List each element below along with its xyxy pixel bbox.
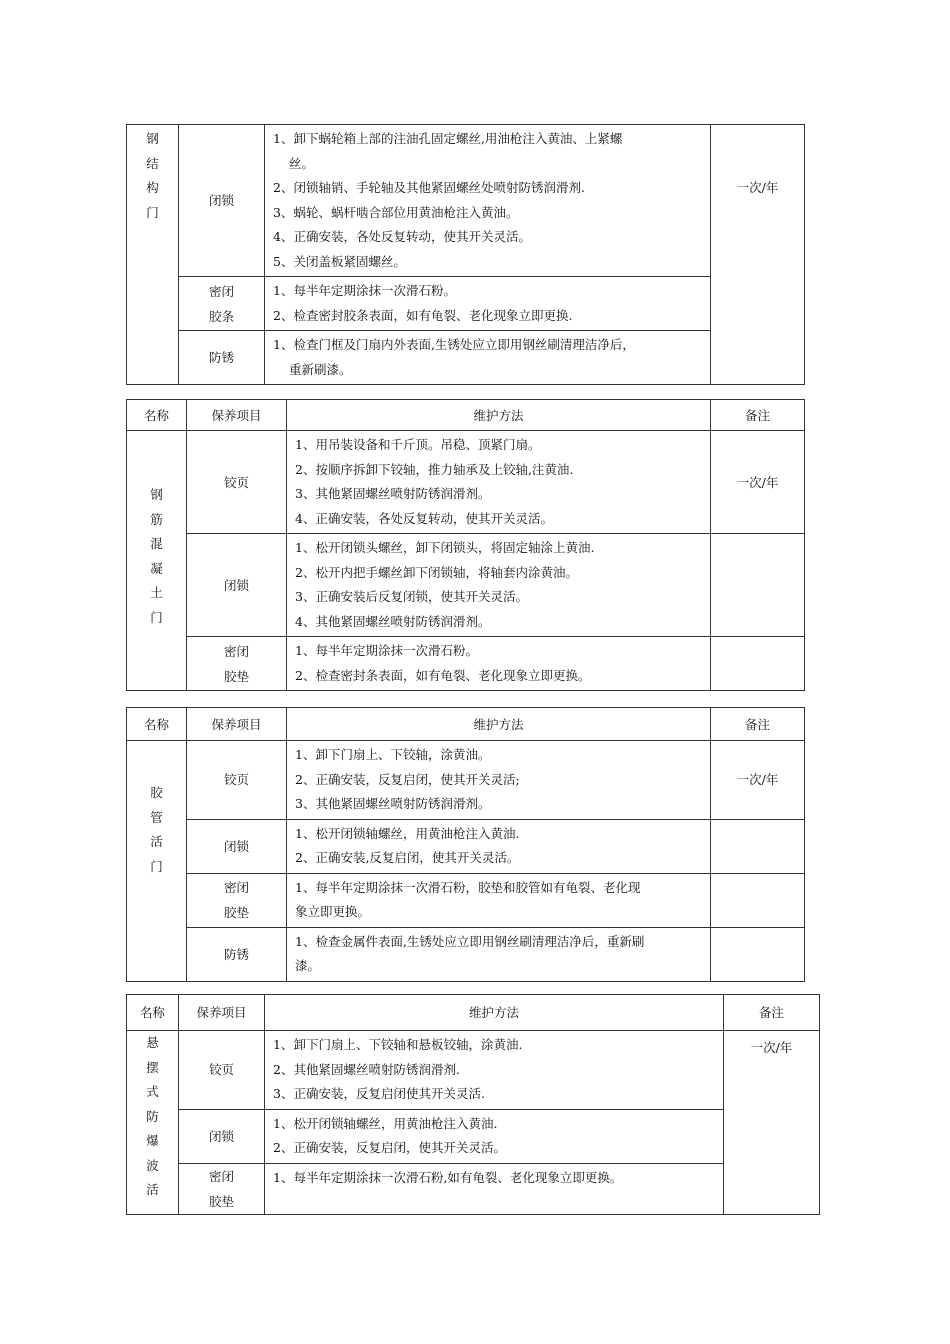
door-name-cell: 钢 筋 混 凝 土 门 <box>127 431 187 691</box>
method-cell: 1、松开闭锁头螺丝，卸下闭锁头，将固定轴涂上黄油. 2、松开内把手螺丝卸下闭锁轴，将轴套内涂黄油。 3、正确安装后反复闭锁，使其开关灵活。 4、其他紧固螺丝喷射防锈润滑剂。 <box>287 534 711 637</box>
remark-cell <box>711 873 805 927</box>
header-row <box>127 708 805 741</box>
remark-cell <box>711 534 805 637</box>
remark-cell: 一次/年 <box>711 741 805 820</box>
method-cell: 1、每半年定期涂抹一次滑石粉。 2、检查密封胶条表面，如有龟裂、老化现象立即更换. <box>265 277 711 331</box>
maintenance-item: 密闭 胶垫 <box>187 873 287 927</box>
method-cell: 1、每半年定期涂抹一次滑石粉。 2、检查密封条表面，如有龟裂、老化现象立即更换。 <box>287 637 711 691</box>
method-cell: 1、检查金属件表面,生锈处应立即用钢丝刷清理洁净后，重新刷 漆。 <box>287 927 711 981</box>
maintenance-item: 铰页 <box>187 741 287 820</box>
header-item: 保养项目 <box>187 708 287 741</box>
header-method: 维护方法 <box>265 995 724 1031</box>
header-remark: 备注 <box>711 708 805 741</box>
maintenance-item: 防锈 <box>187 927 287 981</box>
header-row <box>127 400 805 431</box>
door-name-cell: 钢 结 构 门 <box>127 125 179 385</box>
maintenance-item: 闭锁 <box>187 534 287 637</box>
header-item: 保养项目 <box>179 995 265 1031</box>
table-reinforced-concrete-door <box>126 399 805 691</box>
maintenance-item: 铰页 <box>187 431 287 534</box>
maintenance-item: 闭锁 <box>179 125 265 277</box>
method-cell: 1、卸下蜗轮箱上部的注油孔固定螺丝,用油枪注入黄油、上紧螺 丝。 2、闭锁轴销、手轮轴及其他紧固螺丝处喷射防锈润滑剂. 3、蜗轮、蜗杆啮合部位用黄油枪注入黄油。 4、正确安装，各处反复转动，使其开关灵活。 5、关闭盖板紧固螺丝。 <box>265 125 711 277</box>
header-name: 名称 <box>127 400 187 431</box>
table-steel-structure-door <box>126 124 805 385</box>
remark-cell: 一次/年 <box>724 1031 820 1215</box>
maintenance-item: 密闭 胶垫 <box>187 637 287 691</box>
method-cell: 1、每半年定期涂抹一次滑石粉,如有龟裂、老化现象立即更换。 <box>265 1163 724 1214</box>
maintenance-item: 闭锁 <box>179 1109 265 1163</box>
door-name-cell: 悬 摆 式 防 爆 波 活 <box>127 1031 179 1215</box>
table-suspended-blast-valve <box>126 994 820 1215</box>
header-remark: 备注 <box>724 995 820 1031</box>
method-cell: 1、松开闭锁轴螺丝，用黄油枪注入黄油. 2、正确安装，反复启闭，使其开关灵活。 <box>265 1109 724 1163</box>
door-name-cell: 胶 管 活 门 <box>127 741 187 982</box>
method-cell: 1、松开闭锁轴螺丝，用黄油枪注入黄油. 2、正确安装,反复启闭，使其开关灵活。 <box>287 819 711 873</box>
header-remark: 备注 <box>711 400 805 431</box>
table-hose-valve-door <box>126 707 805 982</box>
header-row <box>127 995 820 1031</box>
header-item: 保养项目 <box>187 400 287 431</box>
header-name: 名称 <box>127 995 179 1031</box>
header-method: 维护方法 <box>287 708 711 741</box>
method-cell: 1、卸下门扇上、下铰轴和悬板铰轴，涂黄油. 2、其他紧固螺丝喷射防锈润滑剂. 3、正确安装，反复启闭使其开关灵活. <box>265 1031 724 1110</box>
maintenance-item: 闭锁 <box>187 819 287 873</box>
remark-cell <box>711 819 805 873</box>
remark-cell <box>711 637 805 691</box>
method-cell: 1、检查门框及门扇内外表面,生锈处应立即用钢丝刷清理洁净后， 重新刷漆。 <box>265 331 711 385</box>
remark-cell: 一次/年 <box>711 125 805 385</box>
method-cell: 1、用吊装设备和千斤顶。吊稳、顶紧门扇。 2、按顺序拆卸下铰轴，推力轴承及上铰轴,注黄油. 3、其他紧固螺丝喷射防锈润滑剂。 4、正确安装，各处反复转动，使其开关灵活。 <box>287 431 711 534</box>
remark-cell: 一次/年 <box>711 431 805 534</box>
method-cell: 1、卸下门扇上、下铰轴，涂黄油。 2、正确安装，反复启闭，使其开关灵活; 3、其他紧固螺丝喷射防锈润滑剂。 <box>287 741 711 820</box>
maintenance-item: 防锈 <box>179 331 265 385</box>
maintenance-item: 铰页 <box>179 1031 265 1110</box>
method-cell: 1、每半年定期涂抹一次滑石粉，胶垫和胶管如有龟裂、老化现 象立即更换。 <box>287 873 711 927</box>
header-method: 维护方法 <box>287 400 711 431</box>
maintenance-item: 密闭 胶条 <box>179 277 265 331</box>
maintenance-item: 密闭 胶垫 <box>179 1163 265 1214</box>
header-name: 名称 <box>127 708 187 741</box>
remark-cell <box>711 927 805 981</box>
